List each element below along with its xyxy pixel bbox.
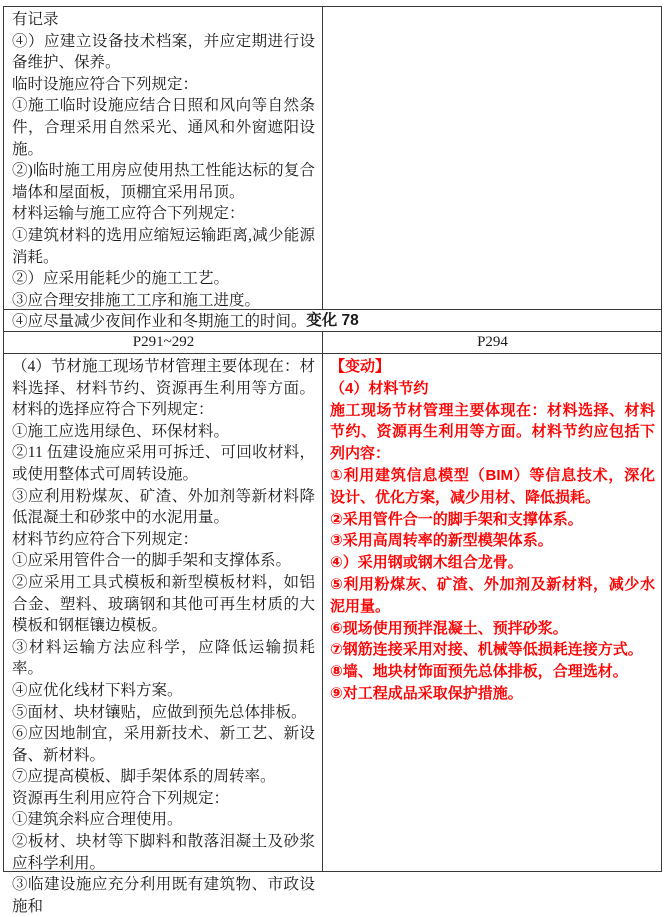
paragraph: ①应采用管件合一的脚手架和支撑体系。 — [12, 552, 292, 570]
cell-new-edition-empty — [323, 7, 661, 309]
paragraph: ⑤利用粉煤灰、矿渣、外加剂及新材料，减少水泥用量。 — [330, 575, 655, 615]
paragraph: （4）节材施工现场节材管理主要体现在：材料选择、材料节约、资源再生利用等方面。材料的选择应符合下列规定： — [12, 358, 315, 419]
cell-old-edition-continued — [4, 7, 323, 331]
paragraph: （4）材料节约 — [330, 379, 429, 397]
paragraph: ④应优化线材下料方案。 — [12, 681, 183, 699]
paragraph: ③材料运输方法应科学，应降低运输损耗率。 — [12, 638, 315, 678]
paragraph: ③应合理安排施工工序和施工进度。 — [12, 291, 261, 309]
textbook-change-comparison-table — [3, 6, 662, 915]
table-row-change-number — [4, 309, 661, 331]
paragraph: ⑥应因地制宜，采用新技术、新工艺、新设备、新材料。 — [12, 725, 315, 764]
paragraph: ①施工应选用绿色、环保材料。 — [12, 422, 230, 440]
page-header-new-edition: P294 — [477, 334, 508, 350]
paragraph: ④）采用钢或钢木组合龙骨。 — [330, 554, 523, 572]
paragraph: ③临建设施应充分利用既有建筑物、市政设施和 — [12, 876, 315, 915]
paragraph: ②采用管件合一的脚手架和支撑体系。 — [330, 510, 583, 528]
paragraph: ①建筑材料的选用应缩短运输距离,减少能源消耗。 — [12, 226, 315, 266]
paragraph: ⑥现场使用预拌混凝土、预拌砂浆。 — [330, 619, 568, 637]
paragraph: ⑤面材、块材镶贴，应做到预先总体排板。 — [12, 703, 307, 721]
paragraph: ⑨对工程成品采取保护措施。 — [330, 684, 523, 702]
table-row-comparison-content — [4, 353, 661, 915]
paragraph: 施工现场节材管理主要体现在：材料选择、材料节约、资源再生利用等方面。材料节约应包括下列内容： — [330, 401, 655, 463]
paragraph: ①利用建筑信息模型（BIM）等信息技术，深化设计、优化方案，减少用材、降低损耗。 — [330, 466, 655, 506]
cell-new-edition-changed-text — [323, 354, 661, 871]
paragraph: ②板材、块材等下脚料和散落泪凝土及砂浆应科学利用。 — [12, 833, 315, 872]
paragraph: 有记录 — [12, 11, 59, 28]
paragraph: 资源再生利用应符合下列规定： — [12, 789, 230, 807]
table-row-page-headers — [4, 331, 661, 353]
paragraph: ⑧墙、地块材饰面预先总体排板，合理选材。 — [330, 663, 628, 681]
paragraph: ②）应采用能耗少的施工工艺。 — [12, 270, 230, 288]
paragraph: 材料节约应符合下列规定： — [12, 530, 199, 548]
paragraph: 材料运输与施工应符合下列规定： — [12, 205, 245, 223]
change-number-label: 变化 78 — [306, 311, 359, 329]
paragraph: ③采用高周转率的新型模架体系。 — [330, 532, 553, 550]
paragraph: ④应尽量减少夜间作业和冬期施工的时间。 — [12, 313, 307, 331]
cell-old-edition-text — [4, 354, 323, 915]
paragraph: ③应利用粉煤灰、矿渣、外加剂等新材料降低混凝土和砂浆中的水泥用量。 — [12, 487, 315, 527]
paragraph: ④）应建立设备技术档案，并应定期进行设备维护、保养。 — [12, 32, 315, 72]
paragraph: ②应采用工具式模板和新型模板材料，如铝合金、塑料、玻璃钢和其他可再生材质的大模板和钢框镶边模板。 — [12, 573, 315, 635]
paragraph: ①施工临时设施应结合日照和风向等自然条件，合理采用自然采光、通风和外窗遮阳设施。 — [12, 97, 315, 158]
paragraph: ①建筑余料应合理使用。 — [12, 811, 183, 829]
paragraph: 【变动】 — [330, 358, 391, 375]
paragraph: ②)临时施工用房应使用热工性能达标的复合墙体和屋面板，顶棚宜采用吊顶。 — [12, 162, 315, 201]
paragraph: ⑦应提高模板、脚手架体系的周转率。 — [12, 768, 276, 786]
paragraph: 临时设施应符合下列规定： — [12, 75, 199, 93]
paragraph: ⑦钢筋连接采用对接、机械等低损耗连接方式。 — [330, 641, 643, 659]
page-header-old-edition: P291~292 — [4, 332, 323, 353]
paragraph: ②11 伍建设施应采用可拆迁、可回收材料，或使用整体式可周转设施。 — [12, 444, 315, 483]
